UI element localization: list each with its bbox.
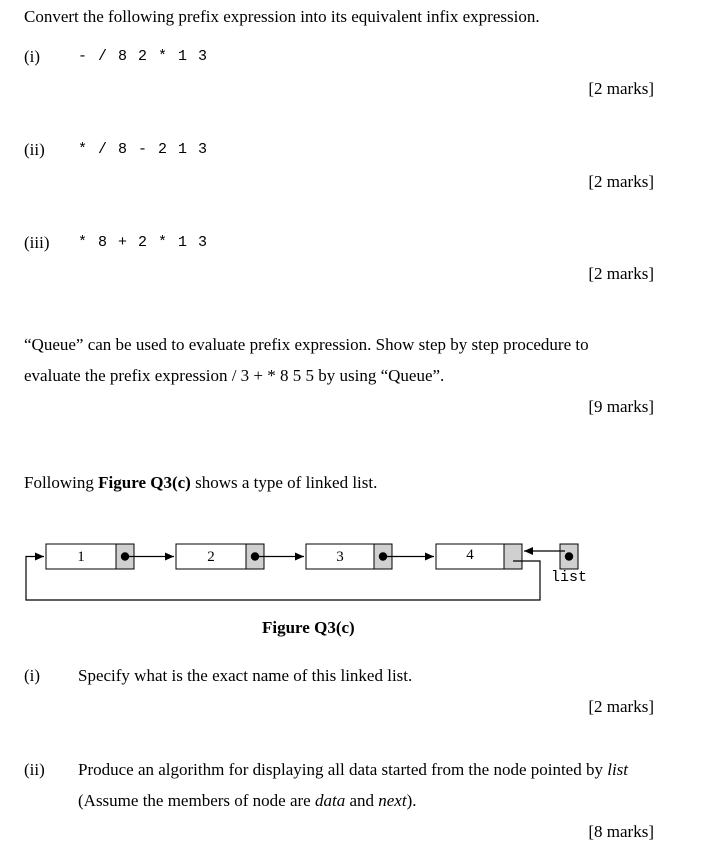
item-c-ii-marks: [8 marks]	[588, 822, 654, 841]
list-node-2	[176, 544, 264, 569]
node-1-value: 1	[77, 549, 85, 565]
node-4-value: 4	[466, 547, 474, 563]
part-c-intro	[24, 473, 377, 493]
part-b-line-1: “Queue” can be used to evaluate prefix expression. Show step by step procedure to	[24, 335, 589, 354]
item-a-ii-marks: [2 marks]	[588, 172, 654, 191]
part-a-instruction: Convert the following prefix expression into its equivalent infix expression.	[24, 7, 540, 26]
node-2-value: 2	[207, 549, 215, 565]
list-node-3	[306, 544, 392, 569]
part-b-marks: [9 marks]	[588, 397, 654, 416]
list-node-4	[436, 544, 522, 569]
item-a-iii-expression: * 8 + 2 * 1 3	[78, 234, 209, 251]
item-a-i-number: (i)	[24, 47, 41, 66]
item-c-ii-line-2	[78, 791, 417, 811]
part-c-intro-text-end: shows a type of linked list.	[190, 473, 378, 492]
list-pointer-label: list	[551, 569, 588, 586]
item-c-ii-line-1	[78, 760, 628, 780]
node-3-value: 3	[336, 549, 344, 565]
item-c-i-number: (i)	[24, 666, 41, 685]
figure-reference: Figure Q3(c)	[98, 473, 191, 492]
item-a-iii-marks: [2 marks]	[588, 264, 654, 283]
figure-caption: Figure Q3(c)	[262, 618, 355, 637]
item-a-iii-number: (iii)	[24, 233, 50, 252]
assume-close: ).	[406, 791, 417, 810]
list-pointer-dot	[565, 552, 573, 560]
assume-and: and	[345, 791, 379, 810]
part-c-intro-text: Following	[24, 473, 99, 492]
member-next: next	[378, 791, 407, 810]
linked-list-figure	[0, 530, 712, 610]
part-b-line-2: evaluate the prefix expression / 3 + * 8 5 5 by using “Queue”.	[24, 366, 445, 385]
item-c-ii-number: (ii)	[24, 760, 45, 779]
list-node-1	[46, 544, 134, 569]
item-a-ii-number: (ii)	[24, 140, 45, 159]
assume-text: (Assume the members of node are	[78, 791, 315, 810]
item-a-i-expression: - / 8 2 * 1 3	[78, 48, 209, 65]
part-b-question	[24, 329, 652, 391]
item-c-i-text: Specify what is the exact name of this linked list.	[78, 666, 413, 685]
item-a-i-marks: [2 marks]	[588, 79, 654, 98]
item-c-i-marks: [2 marks]	[588, 697, 654, 716]
item-a-ii-expression: * / 8 - 2 1 3	[78, 141, 209, 158]
item-c-ii-text: Produce an algorithm for displaying all data started from the node pointed by	[78, 760, 608, 779]
list-variable-name: list	[607, 760, 629, 779]
member-data: data	[314, 791, 346, 810]
